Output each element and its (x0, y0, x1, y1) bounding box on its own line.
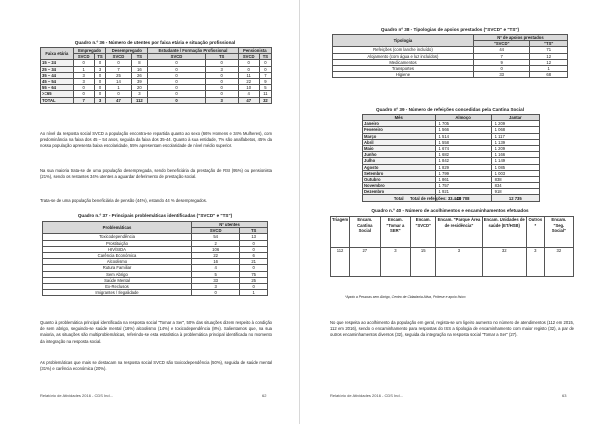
table-cell: 0 (94, 72, 106, 78)
table-cell: 11 (259, 91, 271, 97)
table-cell: 0 (94, 91, 106, 97)
subheader-cell: TS (259, 54, 271, 60)
table-cell: 1 829 (435, 164, 491, 170)
row-label: Rutura Familiar (43, 265, 192, 271)
table-cell: 3 (205, 66, 238, 72)
column-header: Encam. "Parque Área de residência" (436, 217, 482, 248)
table-cell: 33 (192, 277, 240, 283)
row-label: Prostituição (43, 240, 192, 246)
table-row (41, 97, 272, 103)
table-cell: 25 (106, 72, 131, 78)
row-label: Outubro (363, 176, 436, 182)
table-cell: 0 (240, 265, 268, 271)
column-header: Desempregado (106, 48, 148, 54)
table-cell: 0 (106, 91, 131, 97)
table-cell: 16 (131, 66, 148, 72)
table-cell: 0 (240, 240, 268, 246)
column-header: Problemáticas (43, 222, 192, 234)
table-cell: 3 (94, 66, 106, 72)
subheader-cell: "SVCD" (473, 41, 530, 47)
table-cell: 0 (148, 78, 206, 84)
column-header: Faixa etária (41, 48, 74, 60)
table-cell: 0 (205, 60, 238, 66)
row-label: Dezembro (363, 189, 436, 195)
meals-grand-total: Total de refeições: 33.443 (410, 196, 461, 201)
table-cell: 0 (148, 60, 206, 66)
subheader-cell: TS (205, 54, 238, 60)
page-number: 63 (562, 393, 567, 398)
total-label: Total (363, 195, 436, 201)
table-cell: 5 (259, 85, 271, 91)
table-cell: 7 (106, 66, 131, 72)
table38 (332, 34, 568, 78)
table-header-row (333, 35, 568, 41)
table-cell: 7 (259, 72, 271, 78)
table-cell: 3 (73, 78, 94, 84)
row-label: Transportes (333, 65, 474, 71)
table-cell: 112 (331, 248, 350, 277)
table-cell: 47 (106, 97, 131, 103)
table-cell: 8 (131, 60, 148, 66)
table-cell: 15 (411, 248, 436, 277)
table-cell: 1 705 (435, 121, 491, 127)
table-cell: 1 139 (491, 139, 539, 145)
table-cell: 54 (192, 234, 240, 240)
subheader-cell: SVCD (148, 54, 206, 60)
paragraph-svcd-problems: As problemáticas que mais se destacam na resposta social SVCD são toxicodependência (50%), seguida de saúde mental (31%) e carência económica (20%). (40, 360, 272, 372)
table-cell: 1 861 (435, 176, 491, 182)
table-cell: 33 (473, 72, 530, 78)
column-header: Almoço (435, 115, 491, 121)
table-cell: 1 682 (435, 152, 491, 158)
table-cell: 0 (259, 60, 271, 66)
table-cell: 16 (192, 259, 240, 265)
table39 (362, 114, 540, 202)
table-cell: 1 068 (491, 127, 539, 133)
column-header: Tipologia (333, 35, 474, 47)
row-label: Agosto (363, 164, 436, 170)
table-cell: 1 (106, 85, 131, 91)
table40 (330, 216, 574, 277)
row-label: Refeições (com lanche incluído) (333, 47, 474, 53)
row-label: 15 – 24 (41, 60, 74, 66)
table-cell: 9 (259, 78, 271, 84)
table-cell: 0 (205, 72, 238, 78)
row-label: Julho (363, 158, 436, 164)
table-cell: 0 (205, 78, 238, 84)
table-cell: 0 (106, 60, 131, 66)
row-label: 25 – 34 (41, 66, 74, 72)
table-cell: 1 799 (435, 170, 491, 176)
table-cell: 22 (238, 78, 259, 84)
subheader-cell: TS (94, 54, 106, 60)
table-cell: 20 (131, 85, 148, 91)
table-cell: 0 (148, 72, 206, 78)
table-header-row (43, 222, 268, 228)
table-cell: 0 (473, 65, 530, 71)
table-cell: 1 166 (491, 152, 539, 158)
table-cell: 0 (94, 78, 106, 84)
table-cell: 3 (436, 248, 482, 277)
row-label: Imigrantes / Ilegalidade (43, 290, 192, 296)
subheader-cell: SVCD (73, 54, 94, 60)
table-cell: 1 757 (435, 183, 491, 189)
row-label: Alcoolismo (43, 259, 192, 265)
table-cell: 3 (94, 97, 106, 103)
row-label: Sem Abrigo (43, 271, 192, 277)
table-cell: 0 (192, 290, 240, 296)
row-label: Junho (363, 152, 436, 158)
subheader-cell: SVCD (106, 54, 131, 60)
subheader-cell: TS (240, 228, 268, 234)
row-label: Ex-Reclusos (43, 283, 192, 289)
row-label: Novembro (363, 183, 436, 189)
table-cell: 1 842 (435, 158, 491, 164)
table-cell: 1 085 (491, 164, 539, 170)
table-cell: 22 (192, 252, 240, 258)
table-cell: 1 (73, 66, 94, 72)
table-cell: 68 (530, 72, 568, 78)
table-cell: 1 921 (435, 189, 491, 195)
table-cell: 0 (94, 85, 106, 91)
table-cell: 21 (240, 259, 268, 265)
table-cell: 838 (491, 176, 539, 182)
table-cell: 3 (526, 248, 544, 277)
table-cell: 27 (350, 248, 381, 277)
row-label: 35 – 44 (41, 72, 74, 78)
table-cell: 7 (473, 53, 530, 59)
paragraph-tomar-a-ser: Quanto à problemática principal identificada na resposta social "Tomar a Ser", 50% das situações dizem respeito à condição de sem abrigo, seguindo-se saúde mental (16%) alcoolismo (14%) e toxicodependência (8%). Salientamos que, na sua maioria, as situações são multiproblemáticas, referindo-se esta estatística à problemática principal identificada no momento da integração na resposta social. (40, 320, 272, 344)
table-cell: 11 (238, 72, 259, 78)
table-cell: 1 209 (491, 121, 539, 127)
table-cell: 0 (73, 85, 94, 91)
table-cell: 1 674 (435, 145, 491, 151)
table-cell: 0 (148, 97, 206, 103)
table-cell: 1 003 (491, 170, 539, 176)
table-cell: 26 (131, 72, 148, 78)
table-cell: 1 149 (491, 158, 539, 164)
table38-caption: Quadro nº 38 - Tipologias de apoios prestados ("SVCD" e "TS") (380, 27, 520, 32)
column-header: Mês (363, 115, 436, 121)
total-cell: 12 735 (491, 195, 539, 201)
table39-caption: Quadro nº 39 - Número de refeições concedidas pela Cantina Social (376, 107, 524, 112)
table-cell: 32 (482, 248, 526, 277)
paragraph-employment: Na sua maioria trata-se de uma população desempregada, sendo beneficiária da prestação de RSI (95%) ou pensionista (21%), sendo os restantes 34% utentes a aguardar deferimento de prestação social. (40, 168, 272, 180)
row-label: 55 – 64 (41, 85, 74, 91)
table-cell: 32 (259, 97, 271, 103)
table-cell: 0 (94, 60, 106, 66)
column-header: Empregado (73, 48, 106, 54)
table-cell: 1 (530, 65, 568, 71)
table-cell: 13 (240, 234, 268, 240)
subheader-cell: "TS" (530, 41, 568, 47)
table-cell: 39 (131, 78, 148, 84)
table-cell: 0 (238, 66, 259, 72)
table-cell: 0 (259, 66, 271, 72)
table-cell: 4 (192, 265, 240, 271)
table40-caption: Quadro n.º 40 - Número de acolhimentos e encaminhamentos efetuados (371, 208, 529, 213)
row-label: Maio (363, 145, 436, 151)
table-cell: 106 (192, 246, 240, 252)
table-row (333, 72, 568, 78)
table-cell: 0 (73, 60, 94, 66)
table-cell: 12 (530, 53, 568, 59)
table36-caption: Quadro n.º 36 - Número de utentes por faixa etária e situação profissional (74, 40, 236, 45)
row-label: Medicamentos (333, 59, 474, 65)
column-header: Encam. "SVCD" (411, 217, 436, 248)
table-cell: 0 (238, 60, 259, 66)
column-header: Nº utentes (192, 222, 268, 228)
table-cell: 1 209 (491, 145, 539, 151)
table-cell: 3 (380, 248, 411, 277)
column-header: Estudante / Formação Profissional (148, 48, 238, 54)
table-cell: 1 117 (491, 133, 539, 139)
table-cell: 10 (238, 85, 259, 91)
table-cell: 0 (148, 91, 206, 97)
table-cell: 0 (73, 91, 94, 97)
row-label: >=65 (41, 91, 74, 97)
subheader-cell: TS (131, 54, 148, 60)
table-row (43, 290, 268, 296)
row-label: Janeiro (363, 121, 436, 127)
row-label: 45 – 54 (41, 78, 74, 84)
table-cell: 1 566 (435, 127, 491, 133)
table36 (40, 47, 272, 104)
table-cell: 4 (238, 91, 259, 97)
table37-caption: Quadro n.º 37 - Principais problemáticas identificadas ("SVCD" e "TS") (77, 213, 233, 218)
table-cell: 0 (205, 85, 238, 91)
paragraph-svcd-population: Ao nível da resposta social SVCD a população encontra-se repartida quanto ao sexo (66% Homens e 34% Mulheres), com predominância na faixa dos 45 – 54 anos, seguida da faixa dos 35-44. Quanto à sua entidade, 7% são analfabetos, 45% da nossa população apresenta baixa escolaridade, 55% apresentam escolaridade de nível médio superior. (40, 131, 272, 149)
footer-title: Relatório de Atividades 2016 - CDS Ind... (40, 393, 113, 398)
row-label: Higiene (333, 72, 474, 78)
row-label: HIV/SIDA (43, 246, 192, 252)
table-cell: 9 (473, 59, 530, 65)
row-label: Toxicodependência (43, 234, 192, 240)
table-row (331, 248, 574, 277)
table-cell: 25 (240, 277, 268, 283)
table-cell: 918 (491, 189, 539, 195)
table-cell: 75 (240, 271, 268, 277)
paragraph-pension: Trata-se de uma população beneficiária de pensão (44%), estando 44 % desempregados. (40, 198, 207, 203)
column-header: Encam. "Seg. Social" (544, 217, 573, 248)
table-cell: 0 (240, 283, 268, 289)
table-cell: 6 (240, 252, 268, 258)
row-label: TOTAL (41, 97, 74, 103)
table-cell: 3 (131, 91, 148, 97)
table-cell: 5 (192, 271, 240, 277)
table-cell: 1 558 (435, 139, 491, 145)
table-cell: 834 (491, 183, 539, 189)
table-cell: 1 (240, 290, 268, 296)
table-cell: 1 514 (435, 133, 491, 139)
table-cell: 12 (530, 59, 568, 65)
table-cell: 0 (148, 66, 206, 72)
table-cell: 3 (192, 283, 240, 289)
page-number: 62 (262, 393, 267, 398)
table-cell: 112 (131, 97, 148, 103)
row-label: Setembro (363, 170, 436, 176)
table-cell: 44 (473, 47, 530, 53)
row-label: Abril (363, 139, 436, 145)
table-cell: 7 (73, 97, 94, 103)
table-cell: 32 (544, 248, 573, 277)
table37 (42, 221, 268, 296)
column-header: Encam. Unidades de saúde (ET/HSB) (482, 217, 526, 248)
column-header: Triagem (331, 217, 350, 248)
table40-footnote: *Apoio a Pessoas sem Abrigo, Centro de Cidadania Ativa, Prótese e apoio físico (345, 295, 466, 299)
table-cell: 3 (73, 72, 94, 78)
column-header: Nº de apoios prestados (473, 35, 567, 41)
table-cell: 0 (148, 85, 206, 91)
table-cell: 2 (192, 240, 240, 246)
table-cell: 0 (205, 91, 238, 97)
row-label: Fevereiro (363, 127, 436, 133)
column-header: Encam. Cantina Social (350, 217, 381, 248)
paragraph-acolhimento: No que respeita ao acolhimento da população em geral, regista-se um ligeiro aumento no número de atendimentos (112 em 2015, 112 em 2016), sendo o encaminhamento para respostas do ISS a tipologia de encaminhamento com maior registo (32), a par de outros encaminhamentos diversos (32), seguida da integração na resposta social "Tomar a Ser" (27). (330, 320, 574, 338)
table-cell: 3 (205, 97, 238, 103)
table-cell: 0 (240, 246, 268, 252)
column-header: Encam. "Tomar a SER" (380, 217, 411, 248)
table-cell: 47 (238, 97, 259, 103)
right-page (300, 0, 600, 424)
footer-title: Relatório de Atividades 2016 - CDS Ind... (330, 393, 403, 398)
column-header: Jantar (491, 115, 539, 121)
table-cell: 71 (530, 47, 568, 53)
column-header: Pensionista (238, 48, 271, 54)
subheader-cell: SVCD (238, 54, 259, 60)
row-label: Saúde Mental (43, 277, 192, 283)
table-cell: 14 (106, 78, 131, 84)
row-label: Carência Económica (43, 252, 192, 258)
subheader-cell: SVCD (192, 228, 240, 234)
column-header: Outros * (526, 217, 544, 248)
table-header-row (331, 217, 574, 248)
row-label: Março (363, 133, 436, 139)
total-cell: 20 708 (435, 195, 491, 201)
row-label: Alojamento (com água e luz incluídos) (333, 53, 474, 59)
